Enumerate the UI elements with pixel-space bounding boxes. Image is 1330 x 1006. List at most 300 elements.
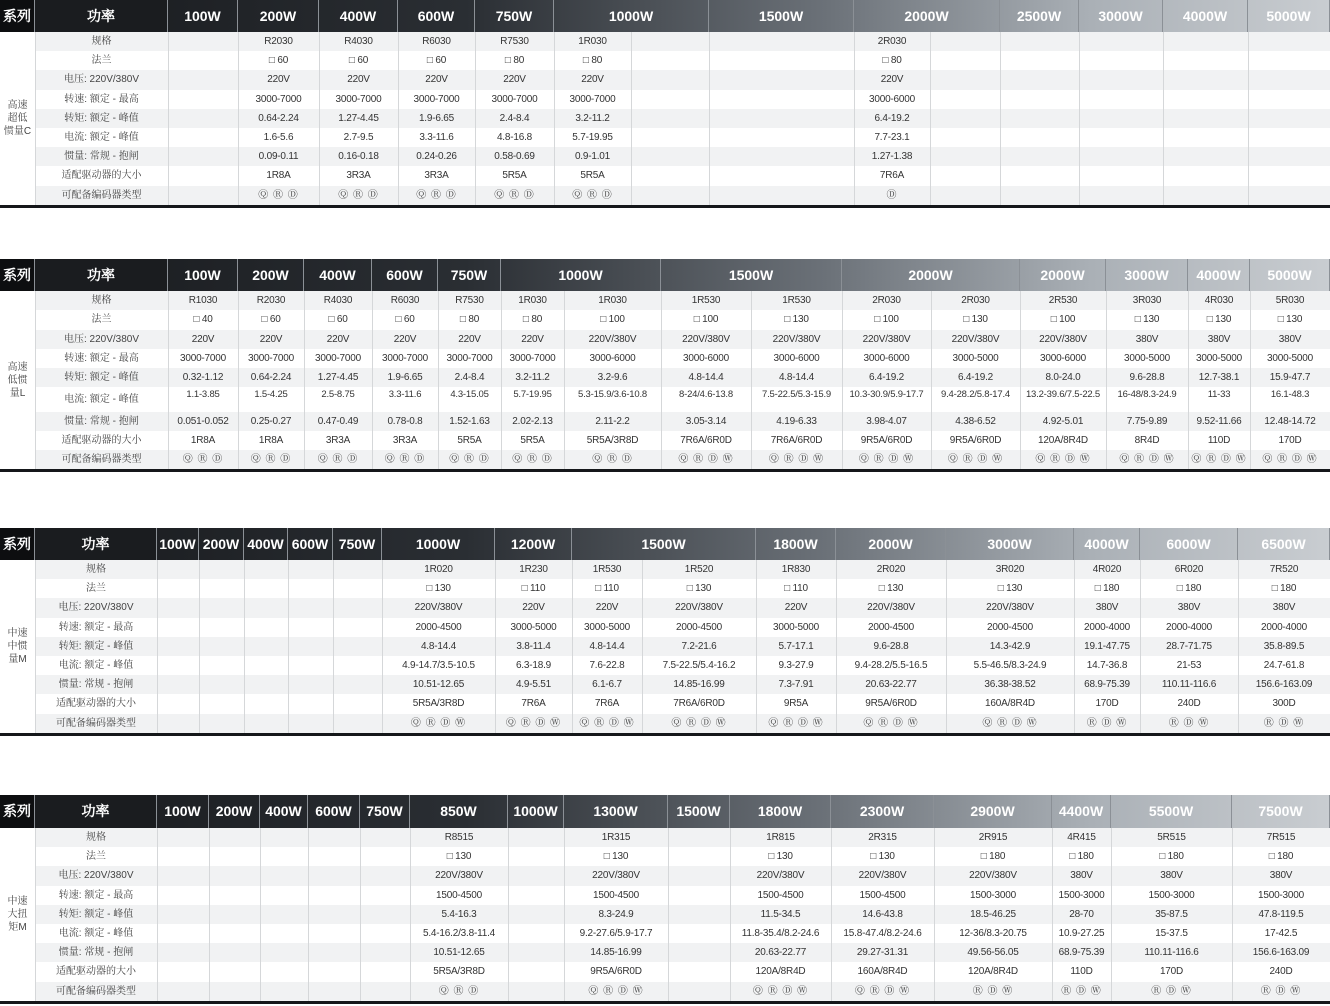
power-column-header: 400W <box>244 528 288 560</box>
table-cell: 1R530 <box>691 295 721 306</box>
table-cell: 2000-4500 <box>415 621 462 633</box>
table-cell: 220V <box>425 74 448 86</box>
grid-line <box>308 828 309 1001</box>
table-cell: 7.3-7.91 <box>778 679 814 691</box>
power-column-header: 100W <box>168 0 238 32</box>
table-cell: 3000-5000 <box>772 621 820 633</box>
table-cell: 1R315 <box>601 832 631 843</box>
row-label: 转速: 额定 - 最高 <box>58 621 134 633</box>
table-cell: 12.7-38.1 <box>1198 372 1240 384</box>
table-cell: 1.5-4.25 <box>254 388 288 400</box>
table-cell: Ⓠ Ⓡ Ⓓ Ⓦ <box>947 454 1004 466</box>
grid-line <box>157 560 158 733</box>
table-cell: 220V <box>784 602 808 614</box>
table-cell: 220V/380V <box>756 870 805 882</box>
table-row <box>35 51 1330 70</box>
table-cell: 160A/8R4D <box>857 966 908 978</box>
grid-line <box>831 828 832 1001</box>
table-cell: 7.5-22.5/5.3-15.9 <box>762 388 831 400</box>
table-body <box>0 32 1330 205</box>
table-cell: 3.3-11.6 <box>419 132 454 143</box>
table-cell: □ 100 <box>1050 314 1076 326</box>
power-column-header: 2000W <box>1020 259 1106 291</box>
power-column-header: 1800W <box>756 528 836 560</box>
table-cell: Ⓡ Ⓓ Ⓦ <box>1168 717 1210 729</box>
table-cell: 6.1-6.7 <box>592 679 622 691</box>
grid-line <box>1000 32 1001 205</box>
power-header: 功率 <box>35 528 157 560</box>
table-cell: 7R6A/6R0D <box>680 434 732 446</box>
spec-table <box>0 528 1330 736</box>
table-cell: 156.6-163.09 <box>1252 947 1310 959</box>
table-cell: □ 180 <box>1176 583 1202 595</box>
table-cell: 14.7-36.8 <box>1086 660 1128 671</box>
table-cell: 2R030 <box>877 36 907 47</box>
grid-line <box>238 291 239 469</box>
table-cell: 3000-6000 <box>868 93 916 105</box>
power-column-header: 3000W <box>1106 259 1188 291</box>
table-cell: 9.52-11.66 <box>1196 415 1242 427</box>
table-cell: 0.051-0.052 <box>177 415 229 427</box>
table-cell: 47.8-119.5 <box>1258 908 1304 920</box>
table-cell: 120A/8R4D <box>968 966 1018 978</box>
table-cell: Ⓡ Ⓓ Ⓦ <box>1260 985 1302 997</box>
table-cell: Ⓠ Ⓡ Ⓓ <box>592 454 633 466</box>
power-column-header: 1200W <box>495 528 572 560</box>
table-cell: 3000-5000 <box>1195 352 1243 364</box>
table-cell: 3000-7000 <box>509 352 556 364</box>
table-cell: 380V <box>1207 333 1231 345</box>
power-column-header: 2000W <box>842 259 1020 291</box>
table-cell: 220V/380V <box>858 870 907 882</box>
table-cell: 0.16-0.18 <box>338 151 379 163</box>
table-cell: 1500-4500 <box>859 889 906 901</box>
grid-line <box>475 32 476 205</box>
table-cell: 3R030 <box>1132 295 1162 306</box>
table-row <box>35 90 1330 109</box>
power-column-header: 750W <box>360 795 410 828</box>
power-column-header: 850W <box>410 795 508 828</box>
table-cell: □ 130 <box>963 314 988 326</box>
table-cell: 3000-7000 <box>247 352 295 364</box>
grid-line <box>319 32 320 205</box>
table-cell: 380V <box>1272 602 1296 614</box>
table-cell: 5.5-46.5/8.3-24.9 <box>973 660 1047 671</box>
series-name: 高速超低惯量C <box>3 99 32 137</box>
table-cell: □ 130 <box>1134 314 1160 326</box>
power-column-header: 5500W <box>1111 795 1232 828</box>
table-cell: 1R8A <box>258 434 284 446</box>
grid-line <box>836 560 837 733</box>
table-cell: 4.9-14.7/3.5-10.5 <box>402 660 475 671</box>
table-cell: Ⓠ Ⓡ Ⓓ Ⓦ <box>505 717 562 729</box>
table-cell: 29.27-31.31 <box>856 947 909 959</box>
table-cell: 5R5A/3R8D <box>586 434 639 446</box>
power-column-header: 600W <box>308 795 360 828</box>
table-cell: □ 80 <box>582 55 603 67</box>
table-cell: 7.2-21.6 <box>681 640 717 652</box>
table-cell: 2000-4000 <box>1165 621 1213 633</box>
table-cell: 3R020 <box>995 564 1025 575</box>
table-cell: 0.9-1.01 <box>574 151 611 163</box>
table-cell: 0.64-2.24 <box>250 372 292 384</box>
table-cell: 7.7-23.1 <box>874 132 910 143</box>
table-cell: 12-36/8.3-20.75 <box>959 928 1027 939</box>
table-cell: 10.9-27.25 <box>1058 928 1105 939</box>
table-cell: 7.6-22.8 <box>589 660 625 671</box>
table-cell: 2R530 <box>1048 295 1078 306</box>
table-cell: 1.27-1.38 <box>871 151 913 163</box>
table-cell: 35.8-89.5 <box>1263 640 1305 652</box>
table-cell: 3.2-11.2 <box>515 372 550 384</box>
table-cell: 1R8A <box>266 170 291 182</box>
table-cell: 240D <box>1177 698 1201 710</box>
table-cell: 9.2-27.6/5.9-17.7 <box>579 928 653 939</box>
table-cell: 5.4-16.3 <box>441 908 477 920</box>
table-cell: R4030 <box>323 295 353 306</box>
table-cell: 2R030 <box>961 295 990 306</box>
grid-line <box>508 828 509 1001</box>
table-cell: 1R520 <box>684 564 714 575</box>
table-cell: 2.11-2.2 <box>595 415 630 427</box>
table-cell: 5R5A <box>580 170 605 182</box>
row-label: 转速: 额定 - 最高 <box>64 93 139 105</box>
table-cell: □ 180 <box>1268 851 1294 863</box>
table-cell: 220V/380V <box>414 602 463 614</box>
table-cell: □ 180 <box>1271 583 1297 595</box>
row-label: 电压: 220V/380V <box>63 74 140 86</box>
grid-line <box>931 291 932 469</box>
table-cell: 7R6A <box>594 698 620 710</box>
table-cell: □ 60 <box>268 55 289 67</box>
row-label: 转矩: 额定 - 峰值 <box>58 908 134 920</box>
grid-line <box>854 32 855 205</box>
table-cell: 0.78-0.8 <box>387 415 423 427</box>
row-label: 适配驱动器的大小 <box>56 698 136 710</box>
table-cell: 120A/8R4D <box>755 966 806 978</box>
power-column-header: 4000W <box>1074 528 1140 560</box>
grid-line <box>35 291 36 469</box>
row-label: 电流: 额定 - 峰值 <box>58 660 134 671</box>
table-cell: □ 100 <box>874 314 899 326</box>
table-cell: 4.38-6.52 <box>955 415 996 427</box>
table-bottom-rule <box>0 733 1330 736</box>
grid-line <box>554 32 555 205</box>
table-cell: Ⓠ Ⓡ Ⓓ Ⓦ <box>1191 454 1247 466</box>
power-column-header: 600W <box>288 528 333 560</box>
table-cell: □ 180 <box>1069 851 1094 863</box>
grid-line <box>244 560 245 733</box>
table-cell: 4R020 <box>1092 564 1122 575</box>
table-cell: □ 130 <box>878 583 904 595</box>
table-cell: 14.3-42.9 <box>989 640 1031 652</box>
table-cell: 220V/380V <box>675 602 723 614</box>
table-row <box>35 32 1330 51</box>
table-cell: 110.11-116.6 <box>1144 947 1199 959</box>
table-cell: 220V <box>581 74 604 86</box>
table-cell: 0.47-0.49 <box>317 415 359 427</box>
table-cell: Ⓠ Ⓡ Ⓓ Ⓦ <box>1035 454 1091 466</box>
table-cell: 15-37.5 <box>1155 928 1188 939</box>
table-cell: 6.4-19.2 <box>874 112 910 124</box>
table-cell: 220V <box>191 333 215 345</box>
table-cell: 220V <box>521 333 544 345</box>
table-cell: 3000-5000 <box>952 352 999 364</box>
table-bottom-rule <box>0 205 1330 208</box>
grid-line <box>35 560 36 733</box>
grid-line <box>410 828 411 1001</box>
table-row <box>35 147 1330 166</box>
table-cell: 0.64-2.24 <box>258 112 299 124</box>
table-cell: □ 80 <box>882 55 902 67</box>
grid-line <box>1250 291 1251 469</box>
table-cell: 14.6-43.8 <box>862 908 903 920</box>
table-cell: 4.19-6.33 <box>776 415 817 427</box>
table-cell: 220V <box>267 74 290 86</box>
table-cell: 10.51-12.65 <box>433 947 485 959</box>
table-cell: 2R915 <box>978 832 1008 843</box>
series-header: 系列 <box>0 528 35 560</box>
table-cell: 3000-7000 <box>381 352 429 364</box>
grid-line <box>238 32 239 205</box>
table-cell: 8-24/4.6-13.8 <box>679 388 733 400</box>
table-cell: 24.7-61.8 <box>1263 660 1305 671</box>
table-cell: 1R230 <box>519 564 548 575</box>
table-cell: Ⓡ Ⓓ Ⓦ <box>1061 985 1102 997</box>
table-cell: 6.4-19.2 <box>957 372 994 384</box>
table-cell: 5.7-19.95 <box>572 132 613 143</box>
table-cell: 0.09-0.11 <box>258 151 299 163</box>
table-cell: 5R030 <box>1275 295 1305 306</box>
table-cell: □ 40 <box>193 314 213 326</box>
table-cell: 220V/380V <box>969 870 1017 882</box>
table-cell: 2R020 <box>876 564 906 575</box>
table-cell: 3000-6000 <box>773 352 820 364</box>
table-cell: 2000-4500 <box>986 621 1034 633</box>
power-column-header: 3000W <box>1079 0 1163 32</box>
table-cell: 9R5A/6R0D <box>949 434 1002 446</box>
table-cell: 220V <box>393 333 417 345</box>
table-cell: 170D <box>1095 698 1119 710</box>
table-cell: □ 80 <box>459 314 480 326</box>
table-cell: 240D <box>1269 966 1293 978</box>
table-cell: 20.63-22.77 <box>754 947 807 959</box>
table-cell: 2000-4000 <box>1260 621 1308 633</box>
table-cell: 3000-7000 <box>413 93 460 105</box>
table-bottom-rule <box>0 1001 1330 1004</box>
table-cell: Ⓡ Ⓓ Ⓦ <box>972 985 1014 997</box>
table-cell: 68.9-75.39 <box>1058 947 1105 959</box>
table-cell: 6.3-18.9 <box>515 660 552 671</box>
table-cell: Ⓠ Ⓡ Ⓓ Ⓦ <box>1119 454 1175 466</box>
power-column-header: 200W <box>199 528 244 560</box>
table-cell: Ⓠ Ⓡ Ⓓ Ⓦ <box>678 454 734 466</box>
table-cell: 1R030 <box>598 295 627 306</box>
grid-line <box>1248 32 1249 205</box>
table-cell: □ 180 <box>1159 851 1184 863</box>
series-name: 中速中惯量M <box>7 627 28 665</box>
table-cell: Ⓠ Ⓡ Ⓓ <box>572 189 613 201</box>
table-cell: 1.9-6.65 <box>418 112 455 124</box>
table-cell: Ⓓ <box>886 189 898 201</box>
grid-line <box>382 560 383 733</box>
table-cell: 4R030 <box>1204 295 1234 306</box>
table-cell: Ⓠ Ⓡ Ⓓ Ⓦ <box>768 454 825 466</box>
power-column-header: 7500W <box>1232 795 1330 828</box>
grid-line <box>1052 828 1053 1001</box>
table-header <box>0 795 1330 828</box>
table-header <box>0 259 1330 291</box>
table-cell: 1500-3000 <box>969 889 1017 901</box>
row-label: 电流: 额定 - 峰值 <box>64 393 139 405</box>
power-column-header: 600W <box>372 259 438 291</box>
power-column-header: 1800W <box>730 795 831 828</box>
table-cell: □ 130 <box>997 583 1023 595</box>
grid-line <box>1111 828 1112 1001</box>
table-cell: 3.8-11.4 <box>516 640 551 652</box>
table-cell: □ 100 <box>600 314 625 326</box>
table-cell: 3000-5000 <box>510 621 557 633</box>
grid-line <box>168 32 169 205</box>
row-label: 转速: 额定 - 最高 <box>64 352 139 364</box>
table-cell: 4.9-5.51 <box>515 679 552 691</box>
table-cell: 16.1-48.3 <box>1270 388 1310 400</box>
table-cell: □ 60 <box>348 55 369 67</box>
grid-line <box>934 828 935 1001</box>
table-cell: Ⓠ Ⓡ Ⓓ <box>182 454 224 466</box>
table-cell: 10.3-30.9/5.9-17.7 <box>849 388 924 400</box>
table-cell: 4.92-5.01 <box>1042 415 1084 427</box>
table-cell: 15.9-47.7 <box>1269 372 1311 384</box>
table-cell: 380V <box>1070 870 1093 882</box>
table-cell: 1.1-3.85 <box>186 388 220 400</box>
grid-line <box>1079 32 1080 205</box>
table-cell: 9R5A/6R0D <box>860 434 913 446</box>
table-cell: 0.32-1.12 <box>182 372 224 384</box>
grid-line <box>842 291 843 469</box>
table-cell: 220V <box>595 602 619 614</box>
grid-line <box>946 560 947 733</box>
table-cell: 220V/380V <box>588 333 637 345</box>
table-cell: □ 180 <box>980 851 1006 863</box>
power-column-header: 400W <box>304 259 372 291</box>
table-cell: 6R020 <box>1174 564 1204 575</box>
row-label: 惯量: 常规 - 抱闸 <box>58 679 134 691</box>
table-cell: □ 60 <box>328 314 348 326</box>
table-cell: 110.11-116.6 <box>1161 679 1217 691</box>
table-cell: 19.1-47.75 <box>1084 640 1130 652</box>
power-column-header: 100W <box>168 259 238 291</box>
row-label: 惯量: 常规 - 抱闸 <box>64 151 139 163</box>
row-label: 可配备编码器类型 <box>61 454 142 466</box>
table-cell: 0.58-0.69 <box>494 151 535 163</box>
table-cell: 11.8-35.4/8.2-24.6 <box>741 928 820 939</box>
table-cell: 2.7-9.5 <box>343 132 374 143</box>
grid-line <box>1020 291 1021 469</box>
table-cell: R2030 <box>264 36 293 47</box>
table-cell: 220V/380V <box>862 333 911 345</box>
series-header: 系列 <box>0 795 35 828</box>
table-cell: 110D <box>1070 966 1093 978</box>
table-cell: 1500-3000 <box>1257 889 1305 901</box>
table-cell: 7R515 <box>1266 832 1296 843</box>
table-row <box>35 186 1330 205</box>
row-label: 转矩: 额定 - 峰值 <box>58 640 134 652</box>
power-header: 功率 <box>35 795 157 828</box>
table-cell: Ⓠ Ⓡ Ⓓ Ⓦ <box>863 717 919 729</box>
table-cell: 3000-7000 <box>491 93 538 105</box>
spec-table <box>0 795 1330 1004</box>
power-column-header: 4000W <box>1163 0 1248 32</box>
table-cell: 3000-7000 <box>179 352 227 364</box>
table-cell: 170D <box>1159 966 1184 978</box>
power-column-header: 100W <box>157 795 209 828</box>
table-cell: 7R6A/6R0D <box>673 698 725 710</box>
grid-line <box>360 828 361 1001</box>
table-cell: 1R8A <box>190 434 216 446</box>
table-cell: 7R6A/6R0D <box>770 434 823 446</box>
table-cell: 220V <box>458 333 481 345</box>
table-cell: Ⓠ Ⓡ Ⓓ Ⓦ <box>1262 454 1318 466</box>
grid-line <box>209 828 210 1001</box>
table-cell: 1R030 <box>518 295 547 306</box>
grid-line <box>564 828 565 1001</box>
grid-line <box>501 291 502 469</box>
table-cell: Ⓠ Ⓡ Ⓓ Ⓦ <box>579 717 635 729</box>
table-cell: Ⓠ Ⓡ Ⓓ <box>250 454 292 466</box>
table-cell: 3000-7000 <box>314 352 362 364</box>
table-cell: 3R3A <box>346 170 371 182</box>
power-column-header: 4000W <box>1188 259 1250 291</box>
power-column-header: 6000W <box>1140 528 1238 560</box>
table-cell: 5R5A <box>520 434 545 446</box>
grid-line <box>35 828 36 1001</box>
table-cell: 110D <box>1207 434 1231 446</box>
row-label: 规格 <box>86 832 106 843</box>
table-cell: 220V/380V <box>772 333 821 345</box>
power-column-header: 4400W <box>1052 795 1111 828</box>
table-cell: 12.48-14.72 <box>1264 415 1316 427</box>
series-name: 高速低惯量L <box>7 361 28 399</box>
table-cell: □ 130 <box>1206 314 1232 326</box>
table-cell: 5.7-19.95 <box>513 388 552 400</box>
table-cell: 1R020 <box>424 564 453 575</box>
grid-line <box>168 291 169 469</box>
row-label: 适配驱动器的大小 <box>61 434 142 446</box>
table-cell: □ 60 <box>261 314 281 326</box>
grid-line <box>572 560 573 733</box>
grid-line <box>1188 291 1189 469</box>
table-cell: R1030 <box>188 295 218 306</box>
table-cell: 3R3A <box>424 170 449 182</box>
table-cell: 36.38-38.52 <box>984 679 1036 691</box>
grid-line <box>35 32 36 205</box>
table-cell: 13.2-39.6/7.5-22.5 <box>1025 388 1101 400</box>
grid-line <box>438 291 439 469</box>
power-column-header: 1300W <box>564 795 668 828</box>
table-row <box>35 70 1330 89</box>
grid-line <box>1232 828 1233 1001</box>
table-cell: Ⓠ Ⓡ Ⓓ Ⓦ <box>671 717 727 729</box>
table-cell: 9.6-28.8 <box>1129 372 1165 384</box>
table-cell: 3R3A <box>392 434 418 446</box>
table-cell: 1.27-4.45 <box>317 372 359 384</box>
table-cell: 3000-7000 <box>255 93 302 105</box>
grid-line <box>1074 560 1075 733</box>
table-cell: 3.05-3.14 <box>685 415 727 427</box>
table-body <box>0 828 1330 1001</box>
table-header <box>0 0 1330 32</box>
